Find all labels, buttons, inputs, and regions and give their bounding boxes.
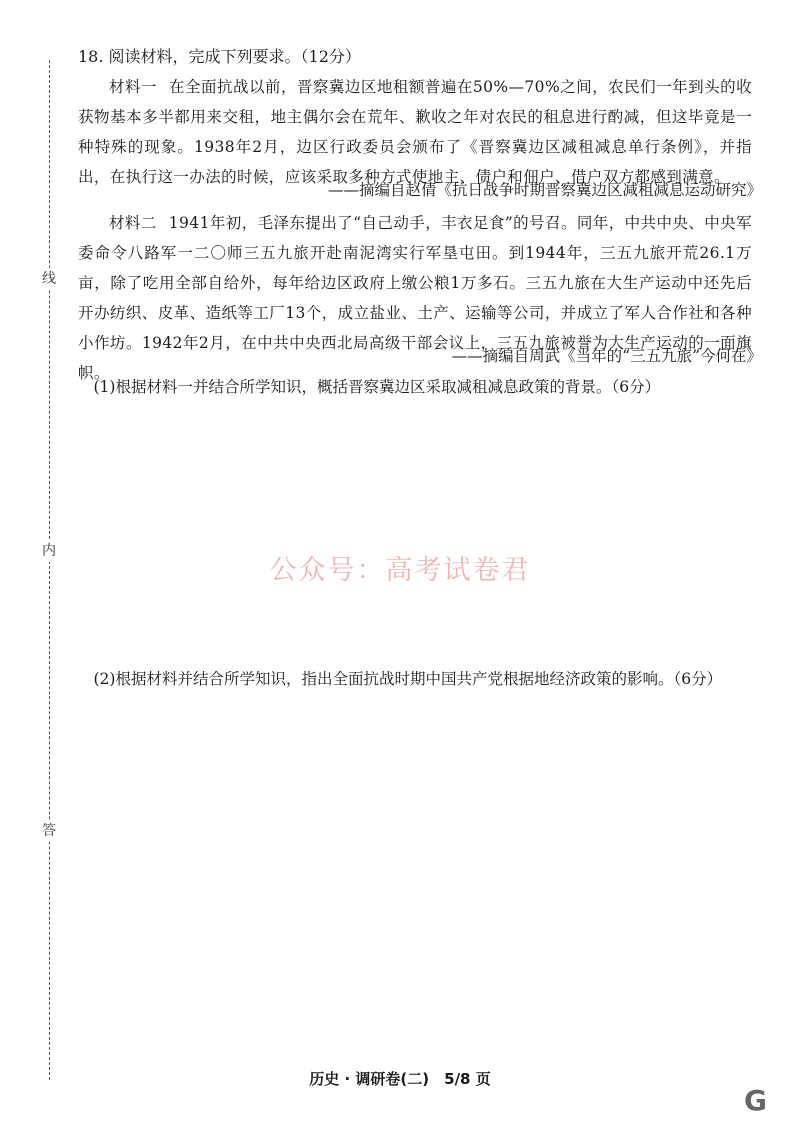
watermark: 公众号：高考试卷君	[269, 555, 531, 586]
question-title: 18. 阅读材料，完成下列要求。（12分）	[78, 47, 361, 66]
material-1	[78, 72, 752, 192]
material-2-label: 材料二	[109, 214, 157, 232]
material-2-text: 1941年初，毛泽东提出了“自己动手，丰衣足食”的号召。同年，中共中央、中央军委命令八路军一二〇师三五九旅开赴南泥湾实行军垦屯田。到1944年，三五九旅开荒26.1万亩，除了吃用全部自给外，每年给边区政府上缴公粮1万多石。三五九旅在大生产运动中还先后开办纺织、皮革、造纸等工厂13个，成立盐业、土产、运输等公司，并成立了军人合作社和各种小作坊。1942年2月，在中共中央西北局高级干部会议上，三五九旅被誉为大生产运动的一面旗帜。	[78, 214, 752, 382]
binding-mark-da: 答	[38, 820, 60, 842]
material-2-source: ——摘编自周武《当年的“三五九旅”今何在》	[451, 347, 762, 365]
material-1-text: 在全面抗战以前，晋察冀边区地租额普遍在50%—70%之间，农民们一年到头的收获物基本多半都用来交租，地主偶尔会在荒年、歉收之年对农民的租息进行酌减，但这毕竟是一种特殊的现象。1938年2月，边区行政委员会颁布了《晋察冀边区减租减息单行条例》，并指出，在执行这一办法的时候，应该采取多种方式使地主、债户和佃户、借户双方都感到满意。	[78, 78, 752, 186]
binding-mark-xian: 线	[38, 268, 60, 290]
page-footer: 历史 · 调研卷(二) 5/8 页	[309, 1070, 491, 1088]
material-1-source: ——摘编自赵倩《抗日战争时期晋察冀边区减租减息运动研究》	[327, 181, 762, 199]
sub-question-1: (1)根据材料一并结合所学知识，概括晋察冀边区采取减租减息政策的背景。（6分）	[93, 378, 661, 396]
sub-question-2: (2)根据材料并结合所学知识，指出全面抗战时期中国共产党根据地经济政策的影响。（6分）	[93, 670, 723, 688]
corner-logo-mark: G	[744, 1084, 767, 1117]
material-1-label: 材料一	[109, 78, 157, 96]
binding-mark-nei: 内	[38, 540, 60, 562]
